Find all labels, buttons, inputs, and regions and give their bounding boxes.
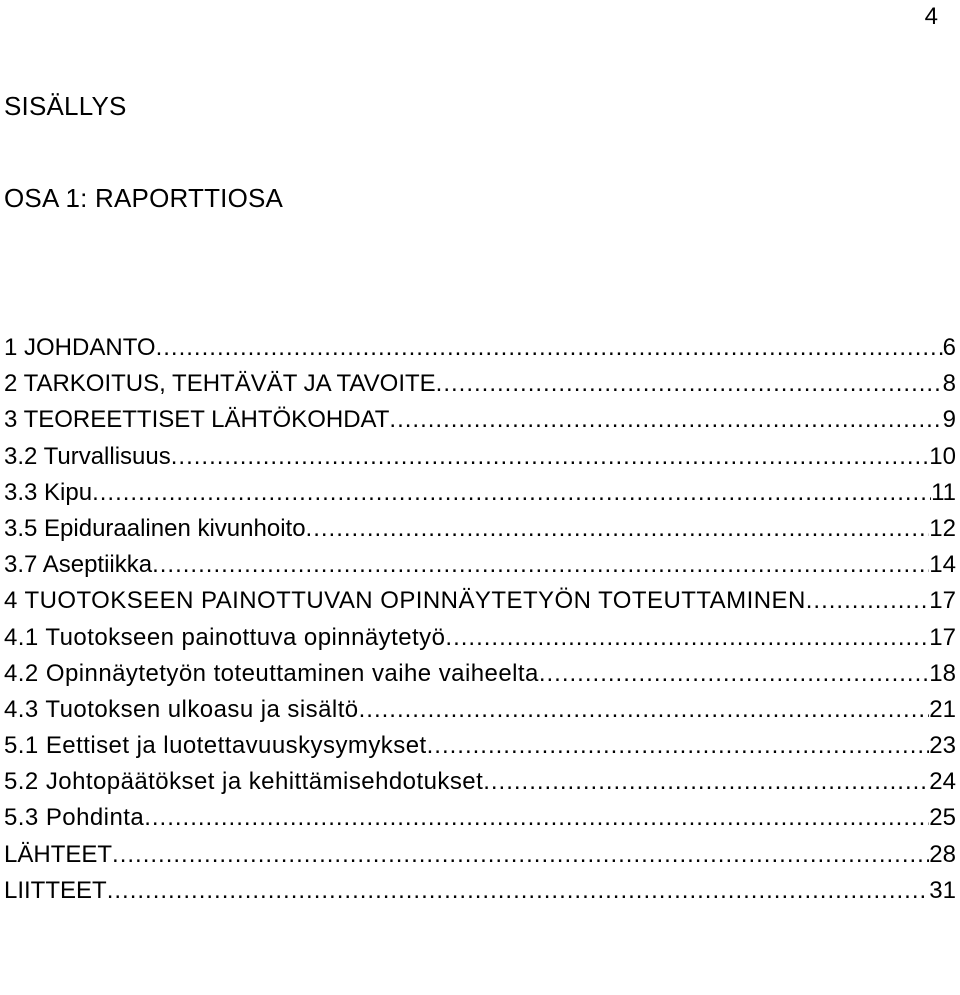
toc-entry-label: 4.2 Opinnäytetyön toteuttaminen vaihe vaiheelta	[4, 659, 539, 687]
toc-entry-page: 18	[929, 659, 956, 687]
toc-entry-page: 11	[931, 478, 956, 506]
part-title: OSA 1: RAPORTTIOSA	[4, 183, 284, 213]
toc-entry-page: 21	[929, 695, 956, 723]
toc-dot-leader	[112, 837, 929, 873]
toc-entry-label: 3 TEOREETTISET LÄHTÖKOHDAT	[4, 406, 390, 434]
toc-entry-page: 17	[929, 587, 956, 615]
toc-entry-label: 5.3 Pohdinta	[4, 804, 145, 832]
toc-dot-leader	[483, 764, 929, 800]
table-of-contents	[4, 330, 956, 909]
toc-entry-label: 4.1 Tuotokseen painottuva opinnäytetyö	[4, 623, 446, 651]
toc-entry-page: 28	[929, 840, 956, 868]
toc-entry-page: 8	[942, 370, 956, 398]
toc-entry[interactable]	[4, 656, 956, 692]
toc-entry-page: 6	[942, 334, 956, 361]
toc-entry[interactable]	[4, 583, 956, 619]
toc-dot-leader	[144, 800, 929, 836]
toc-dot-leader	[427, 728, 930, 764]
toc-dot-leader	[445, 620, 929, 656]
toc-dot-leader	[92, 475, 931, 511]
toc-entry-page: 31	[929, 876, 956, 904]
toc-entry-page: 17	[929, 623, 956, 651]
toc-dot-leader	[171, 439, 930, 475]
toc-entry-label: 4.3 Tuotoksen ulkoasu ja sisältö	[4, 695, 359, 723]
toc-entry[interactable]	[4, 547, 956, 583]
toc-entry-label: LIITTEET	[4, 876, 107, 904]
toc-entry[interactable]	[4, 692, 956, 728]
toc-entry-label: 5.2 Johtopäätökset ja kehittämisehdotukset	[4, 768, 484, 796]
toc-entry[interactable]	[4, 330, 956, 366]
toc-entry-page: 9	[942, 406, 956, 434]
toc-dot-leader	[806, 583, 930, 619]
toc-entry[interactable]	[4, 764, 956, 800]
toc-entry-label: 3.2 Turvallisuus	[4, 442, 171, 470]
toc-entry-label: LÄHTEET	[4, 840, 113, 868]
toc-entry[interactable]	[4, 620, 956, 656]
toc-entry-label: 2 TARKOITUS, TEHTÄVÄT JA TAVOITE	[4, 370, 436, 398]
toc-dot-leader	[156, 330, 943, 366]
toc-dot-leader	[306, 511, 930, 547]
toc-entry[interactable]	[4, 873, 956, 909]
toc-dot-leader	[107, 873, 930, 909]
toc-entry-label: 3.5 Epiduraalinen kivunhoito	[4, 514, 306, 542]
toc-dot-leader	[539, 656, 929, 692]
toc-entry[interactable]	[4, 439, 956, 475]
toc-dot-leader	[389, 402, 942, 438]
toc-entry[interactable]	[4, 837, 956, 873]
toc-entry-page: 10	[929, 442, 956, 470]
toc-entry-label: 4 TUOTOKSEEN PAINOTTUVAN OPINNÄYTETYÖN TOTEUTTAMINEN	[4, 587, 806, 615]
toc-dot-leader	[359, 692, 930, 728]
toc-entry[interactable]	[4, 366, 956, 402]
toc-entry-page: 25	[929, 804, 956, 832]
toc-entry-label: 3.3 Kipu	[4, 478, 93, 506]
contents-title: SISÄLLYS	[4, 91, 127, 121]
page-number: 4	[924, 3, 938, 30]
toc-entry-page: 12	[929, 514, 956, 542]
toc-entry-page: 14	[929, 551, 956, 579]
toc-entry-label: 5.1 Eettiset ja luotettavuuskysymykset	[4, 732, 427, 760]
toc-entry[interactable]	[4, 800, 956, 836]
toc-entry-label: 3.7 Aseptiikka	[4, 551, 153, 579]
toc-dot-leader	[152, 547, 929, 583]
toc-entry[interactable]	[4, 475, 956, 511]
toc-entry-label: 1 JOHDANTO	[4, 334, 156, 361]
toc-entry-page: 23	[929, 732, 956, 760]
toc-entry[interactable]	[4, 511, 956, 547]
toc-entry[interactable]	[4, 402, 956, 438]
toc-entry-page: 24	[929, 768, 956, 796]
toc-entry[interactable]	[4, 728, 956, 764]
toc-dot-leader	[436, 366, 943, 402]
